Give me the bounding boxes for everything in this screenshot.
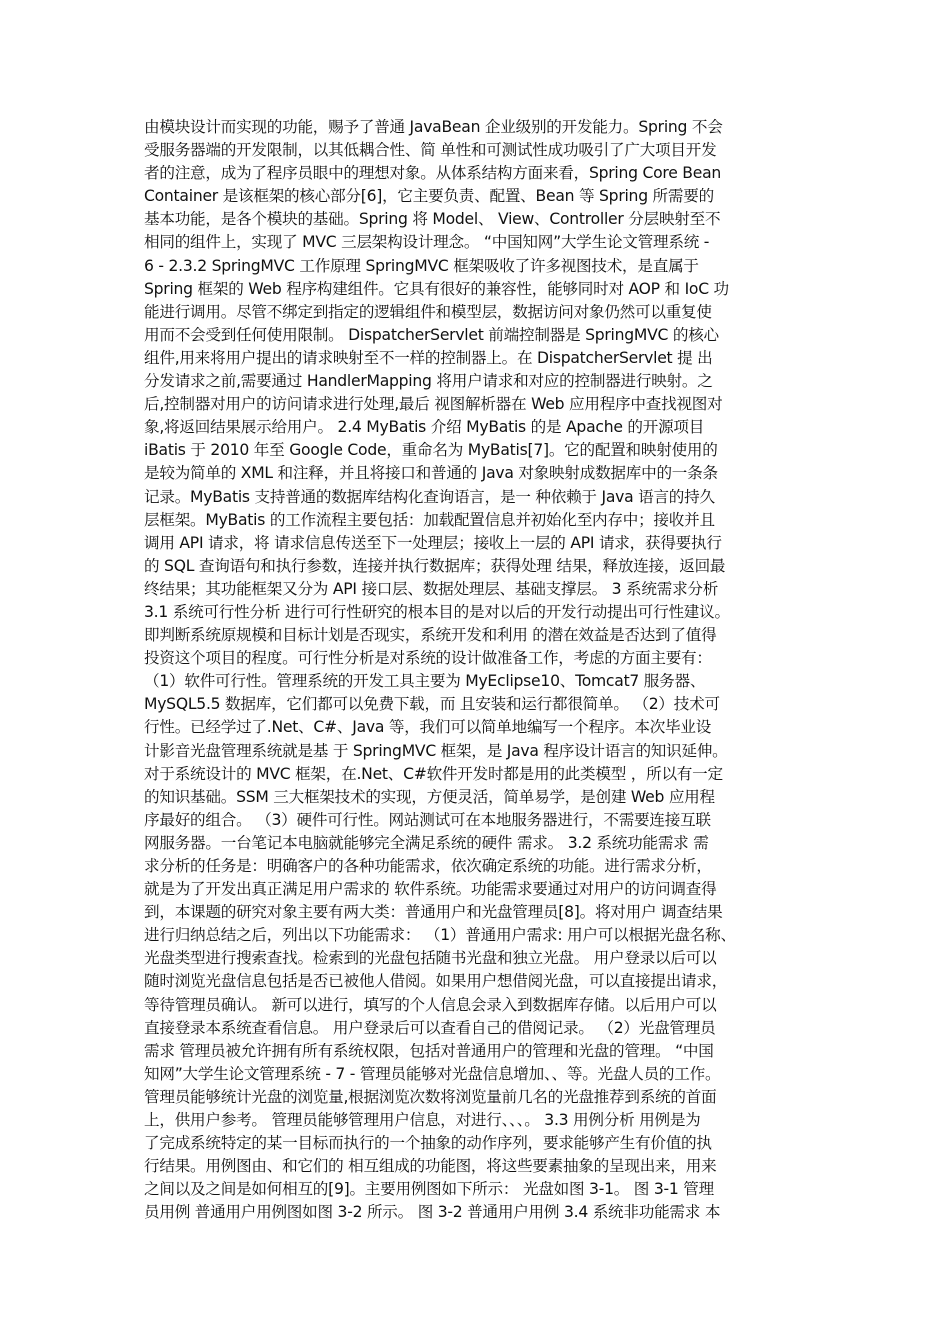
text-line: 的知识基础。SSM 三大框架技术的实现，方便灵活，简单易学，是创建 Web 应用程 [144, 787, 715, 806]
text-line: 对于系统设计的 MVC 框架，在.Net、C#软件开发时都是用的此类模型 ，所以有一定 [144, 764, 723, 783]
text-line: 随时浏览光盘信息包括是否已被他人借阅。如果用户想借阅光盘，可以直接提出请求， [144, 972, 728, 991]
text-line: 组件,用来将用户提出的请求映射至不一样的控制器上。在 DispatcherServlet 提 出 [144, 348, 713, 367]
text-line: 管理员能够统计光盘的浏览量,根据浏览次数将浏览量前几名的光盘推荐到系统的首面 [144, 1087, 717, 1106]
text-line: Container 是该框架的核心部分[6]，它主要负责、配置、Bean 等 Spring 所需要的 [144, 187, 714, 206]
text-line: 用而不会受到任何使用限制。 DispatcherServlet 前端控制器是 SpringMVC 的核心 [144, 325, 719, 344]
text-line: 是较为简单的 XML 和注释，并且将接口和普通的 Java 对象映射成数据库中的一条条 [144, 464, 718, 483]
text-line: 相同的组件上，实现了 MVC 三层架构设计理念。 “中国知网”大学生论文管理系统 - [144, 233, 710, 252]
text-line: 上，供用户参考。 管理员能够管理用户信息，对进行、、、。 3.3 用例分析 用例是为 [144, 1111, 701, 1130]
text-line: MySQL5.5 数据库，它们都可以免费下载，而 且安装和运行都很简单。 （2）技术可 [144, 695, 720, 714]
text-line: 后,控制器对用户的访问请求进行处理,最后 视图解析器在 Web 应用程序中查找视图对 [144, 395, 723, 414]
text-line: 的 SQL 查询语句和执行参数，连接并执行数据库；获得处理 结果，释放连接，返回最 [144, 556, 726, 575]
text-line: 投资这个项目的程度。可行性分析是对系统的设计做准备工作，考虑的方面主要有： [144, 649, 712, 668]
text-line: 网服务器。一台笔记本电脑就能够完全满足系统的硬件 需求。 3.2 系统功能需求 需 [144, 833, 709, 852]
text-line: 终结果；其功能框架又分为 API 接口层、数据处理层、基础支撑层。 3 系统需求分析 [144, 579, 719, 598]
text-line: iBatis 于 2010 年至 Google Code，重命名为 MyBatis[7]。它的配置和映射使用的 [144, 441, 718, 460]
text-line: 了完成系统特定的某一目标而执行的一个抽象的动作序列，要求能够产生有价值的执 [144, 1134, 712, 1153]
text-line: 受服务器端的开发限制，以其低耦合性、简 单性和可测试性成功吸引了广大项目开发 [144, 141, 717, 160]
text-line: 光盘类型进行搜索查找。检索到的光盘包括随书光盘和独立光盘。 用户登录以后可以 [144, 949, 717, 968]
text-line: 进行归纳总结之后，列出以下功能需求： （1）普通用户需求: 用户可以根据光盘名称、 [144, 926, 736, 945]
text-line: 行性。已经学过了.Net、C#、Java 等，我们可以简单地编写一个程序。本次毕业设 [144, 718, 712, 737]
text-line: 直接登录本系统查看信息。 用户登录后可以查看自己的借阅记录。 （2）光盘管理员 [144, 1018, 716, 1037]
text-line: 分发请求之前,需要通过 HandlerMapping 将用户请求和对应的控制器进行映射。之 [144, 372, 713, 391]
text-line: 序最好的组合。 （3）硬件可行性。网站测试可在本地服务器进行，不需要连接互联 [144, 810, 711, 829]
text-line: 需求 管理员被允许拥有所有系统权限，包括对普通用户的管理和光盘的管理。 “中国 [144, 1041, 714, 1060]
text-line: 计影音光盘管理系统就是基 于 SpringMVC 框架，是 Java 程序设计语言的知识延伸。 [144, 741, 728, 760]
text-line: 者的注意，成为了程序员眼中的理想对象。从体系结构方面来看，Spring Core Bean [144, 164, 722, 183]
text-line: 由模块设计而实现的功能，赐予了普通 JavaBean 企业级别的开发能力。Spring 不会 [144, 118, 723, 136]
text-line: 知网”大学生论文管理系统 - 7 - 管理员能够对光盘信息增加、、等。光盘人员的工作。 [144, 1064, 721, 1083]
text-line: 层框架。MyBatis 的工作流程主要包括：加载配置信息并初始化至内存中；接收并且 [144, 510, 715, 529]
text-line: （1）软件可行性。管理系统的开发工具主要为 MyEclipse10、Tomcat7 服务器、 [144, 672, 706, 691]
text-line: 即判断系统原规模和目标计划是否现实，系统开发和利用 的潜在效益是否达到了值得 [144, 626, 717, 645]
text-line: 记录。MyBatis 支持普通的数据库结构化查询语言，是一 种依赖于 Java 语言的持久 [144, 487, 715, 506]
text-line: 调用 API 请求，将 请求信息传送至下一处理层；接收上一层的 API 请求，获得要执行 [144, 533, 722, 552]
text-line: 行结果。用例图由、和它们的 相互组成的功能图，将这些要素抽象的呈现出来，用来 [144, 1157, 717, 1176]
text-line: 3.1 系统可行性分析 进行可行性研究的根本目的是对以后的开发行动提出可行性建议。 [144, 602, 730, 621]
text-line: 象,将返回结果展示给用户。 2.4 MyBatis 介绍 MyBatis 的是 Apache 的开源项目 [144, 418, 705, 437]
text-line: 基本功能，是各个模块的基础。Spring 将 Model、 View、Controller 分层映射至不 [144, 210, 721, 229]
text-line: 能进行调用。尽管不绑定到指定的逻辑组件和模型层，数据访问对象仍然可以重复使 [144, 302, 712, 321]
text-line: 6 - 2.3.2 SpringMVC 工作原理 SpringMVC 框架吸收了许多视图技术，是直属于 [144, 256, 699, 275]
text-line: 到，本课题的研究对象主要有两大类：普通用户和光盘管理员[8]。将对用户 调查结果 [144, 903, 723, 922]
text-line: 等待管理员确认。 新可以进行，填写的个人信息会录入到数据库存储。以后用户可以 [144, 995, 717, 1014]
text-line: 员用例 普通用户用例图如图 3-2 所示。 图 3-2 普通用户用例 3.4 系统非功能需求 本 [144, 1203, 721, 1222]
text-line: Spring 框架的 Web 程序构建组件。它具有很好的兼容性，能够同时对 AOP 和 IoC 功 [144, 279, 729, 298]
text-line: 之间以及之间是如何相互的[9]。主要用例图如下所示： 光盘如图 3-1。 图 3-1 管理 [144, 1180, 714, 1199]
body-text [144, 116, 814, 1225]
text-line: 求分析的任务是：明确客户的各种功能需求，依次确定系统的功能。进行需求分析， [144, 857, 712, 875]
text-line: 就是为了开发出真正满足用户需求的 软件系统。功能需求要通过对用户的访问调查得 [144, 880, 717, 899]
